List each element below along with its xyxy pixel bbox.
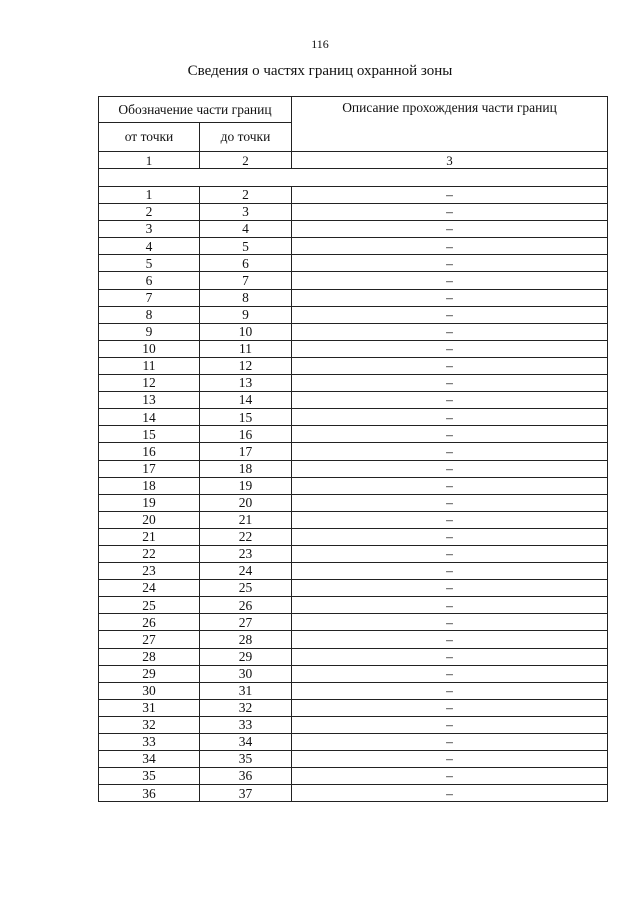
description-cell: –: [292, 289, 608, 306]
table-row: [99, 768, 608, 785]
description-cell: –: [292, 221, 608, 238]
description-cell: –: [292, 187, 608, 204]
from-point-cell: 1: [99, 187, 200, 204]
description-cell: –: [292, 665, 608, 682]
to-point-cell: 5: [200, 238, 292, 255]
to-point-cell: 6: [200, 255, 292, 272]
from-point-cell: 18: [99, 477, 200, 494]
to-point-cell: 35: [200, 751, 292, 768]
from-point-cell: 17: [99, 460, 200, 477]
from-point-header: от точки: [99, 122, 200, 151]
to-point-cell: 12: [200, 357, 292, 374]
from-point-cell: 34: [99, 751, 200, 768]
description-cell: –: [292, 545, 608, 562]
table-row: [99, 204, 608, 221]
description-cell: –: [292, 375, 608, 392]
from-point-cell: 12: [99, 375, 200, 392]
table-row: [99, 699, 608, 716]
description-cell: –: [292, 631, 608, 648]
description-cell: –: [292, 238, 608, 255]
to-point-cell: 16: [200, 426, 292, 443]
designation-header: Обозначение части границ: [99, 97, 292, 123]
to-point-cell: 22: [200, 528, 292, 545]
table-row: [99, 528, 608, 545]
from-point-cell: 6: [99, 272, 200, 289]
description-cell: –: [292, 716, 608, 733]
from-point-cell: 36: [99, 785, 200, 802]
to-point-cell: 10: [200, 323, 292, 340]
table-row: [99, 409, 608, 426]
to-point-cell: 27: [200, 614, 292, 631]
table-row: [99, 323, 608, 340]
column-number-2: 2: [200, 152, 292, 169]
to-point-cell: 36: [200, 768, 292, 785]
from-point-cell: 23: [99, 563, 200, 580]
boundary-parts-table: [98, 96, 608, 802]
from-point-cell: 7: [99, 289, 200, 306]
table-row: [99, 665, 608, 682]
to-point-cell: 30: [200, 665, 292, 682]
to-point-cell: 32: [200, 699, 292, 716]
description-cell: –: [292, 392, 608, 409]
to-point-cell: 24: [200, 563, 292, 580]
to-point-cell: 8: [200, 289, 292, 306]
description-cell: –: [292, 409, 608, 426]
column-numbers-row: [99, 152, 608, 169]
description-cell: –: [292, 306, 608, 323]
to-point-cell: 21: [200, 511, 292, 528]
table-row: [99, 443, 608, 460]
from-point-cell: 19: [99, 494, 200, 511]
description-cell: –: [292, 563, 608, 580]
table-row: [99, 255, 608, 272]
from-point-cell: 5: [99, 255, 200, 272]
page-number: 116: [311, 37, 329, 51]
from-point-cell: 16: [99, 443, 200, 460]
from-point-cell: 10: [99, 340, 200, 357]
to-point-cell: 26: [200, 597, 292, 614]
description-cell: –: [292, 734, 608, 751]
table-row: [99, 357, 608, 374]
from-point-cell: 26: [99, 614, 200, 631]
header-row-1: [99, 97, 608, 123]
table-row: [99, 648, 608, 665]
table-row: [99, 426, 608, 443]
table-row: [99, 187, 608, 204]
to-point-cell: 9: [200, 306, 292, 323]
column-number-3: 3: [292, 152, 608, 169]
table-row: [99, 614, 608, 631]
to-point-cell: 17: [200, 443, 292, 460]
to-point-cell: 4: [200, 221, 292, 238]
to-point-cell: 19: [200, 477, 292, 494]
description-cell: –: [292, 597, 608, 614]
to-point-cell: 3: [200, 204, 292, 221]
table-row: [99, 631, 608, 648]
table-row: [99, 460, 608, 477]
table-row: [99, 511, 608, 528]
column-number-1: 1: [99, 152, 200, 169]
to-point-cell: 23: [200, 545, 292, 562]
table-row: [99, 751, 608, 768]
description-cell: –: [292, 494, 608, 511]
from-point-cell: 3: [99, 221, 200, 238]
description-cell: –: [292, 443, 608, 460]
table-row: [99, 306, 608, 323]
to-point-cell: 15: [200, 409, 292, 426]
description-cell: –: [292, 580, 608, 597]
table-row: [99, 682, 608, 699]
to-point-cell: 11: [200, 340, 292, 357]
from-point-cell: 33: [99, 734, 200, 751]
description-cell: –: [292, 785, 608, 802]
from-point-cell: 32: [99, 716, 200, 733]
description-cell: –: [292, 340, 608, 357]
description-cell: –: [292, 511, 608, 528]
description-cell: –: [292, 323, 608, 340]
to-point-cell: 20: [200, 494, 292, 511]
description-cell: –: [292, 357, 608, 374]
from-point-cell: 29: [99, 665, 200, 682]
description-cell: –: [292, 614, 608, 631]
table-row: [99, 563, 608, 580]
table-row: [99, 340, 608, 357]
from-point-cell: 8: [99, 306, 200, 323]
from-point-cell: 20: [99, 511, 200, 528]
table-row: [99, 580, 608, 597]
description-cell: –: [292, 255, 608, 272]
from-point-cell: 25: [99, 597, 200, 614]
from-point-cell: 24: [99, 580, 200, 597]
to-point-cell: 28: [200, 631, 292, 648]
table-row: [99, 785, 608, 802]
to-point-cell: 37: [200, 785, 292, 802]
from-point-cell: 28: [99, 648, 200, 665]
from-point-cell: 11: [99, 357, 200, 374]
table-row: [99, 545, 608, 562]
from-point-cell: 35: [99, 768, 200, 785]
table-row: [99, 375, 608, 392]
table-row: [99, 289, 608, 306]
to-point-cell: 2: [200, 187, 292, 204]
table-row: [99, 238, 608, 255]
from-point-cell: 27: [99, 631, 200, 648]
description-cell: –: [292, 682, 608, 699]
from-point-cell: 14: [99, 409, 200, 426]
table-row: [99, 494, 608, 511]
description-cell: –: [292, 699, 608, 716]
from-point-cell: 13: [99, 392, 200, 409]
to-point-cell: 13: [200, 375, 292, 392]
from-point-cell: 21: [99, 528, 200, 545]
table-row: [99, 392, 608, 409]
description-header: Описание прохождения части границ: [292, 97, 608, 152]
to-point-header: до точки: [200, 122, 292, 151]
table-row: [99, 272, 608, 289]
description-cell: –: [292, 528, 608, 545]
to-point-cell: 33: [200, 716, 292, 733]
to-point-cell: 18: [200, 460, 292, 477]
to-point-cell: 14: [200, 392, 292, 409]
table-row: [99, 221, 608, 238]
to-point-cell: 31: [200, 682, 292, 699]
from-point-cell: 9: [99, 323, 200, 340]
description-cell: –: [292, 477, 608, 494]
description-cell: –: [292, 426, 608, 443]
from-point-cell: 31: [99, 699, 200, 716]
to-point-cell: 34: [200, 734, 292, 751]
description-cell: –: [292, 648, 608, 665]
table-row: [99, 477, 608, 494]
to-point-cell: 7: [200, 272, 292, 289]
from-point-cell: 4: [99, 238, 200, 255]
table-row: [99, 716, 608, 733]
description-cell: –: [292, 751, 608, 768]
description-cell: –: [292, 460, 608, 477]
to-point-cell: 25: [200, 580, 292, 597]
from-point-cell: 2: [99, 204, 200, 221]
description-cell: –: [292, 204, 608, 221]
description-cell: –: [292, 272, 608, 289]
blank-separator-row: [99, 169, 608, 187]
from-point-cell: 22: [99, 545, 200, 562]
description-cell: –: [292, 768, 608, 785]
from-point-cell: 15: [99, 426, 200, 443]
blank-cell: [99, 169, 608, 187]
table-row: [99, 597, 608, 614]
document-title: Сведения о частях границ охранной зоны: [187, 63, 453, 79]
to-point-cell: 29: [200, 648, 292, 665]
from-point-cell: 30: [99, 682, 200, 699]
table-row: [99, 734, 608, 751]
